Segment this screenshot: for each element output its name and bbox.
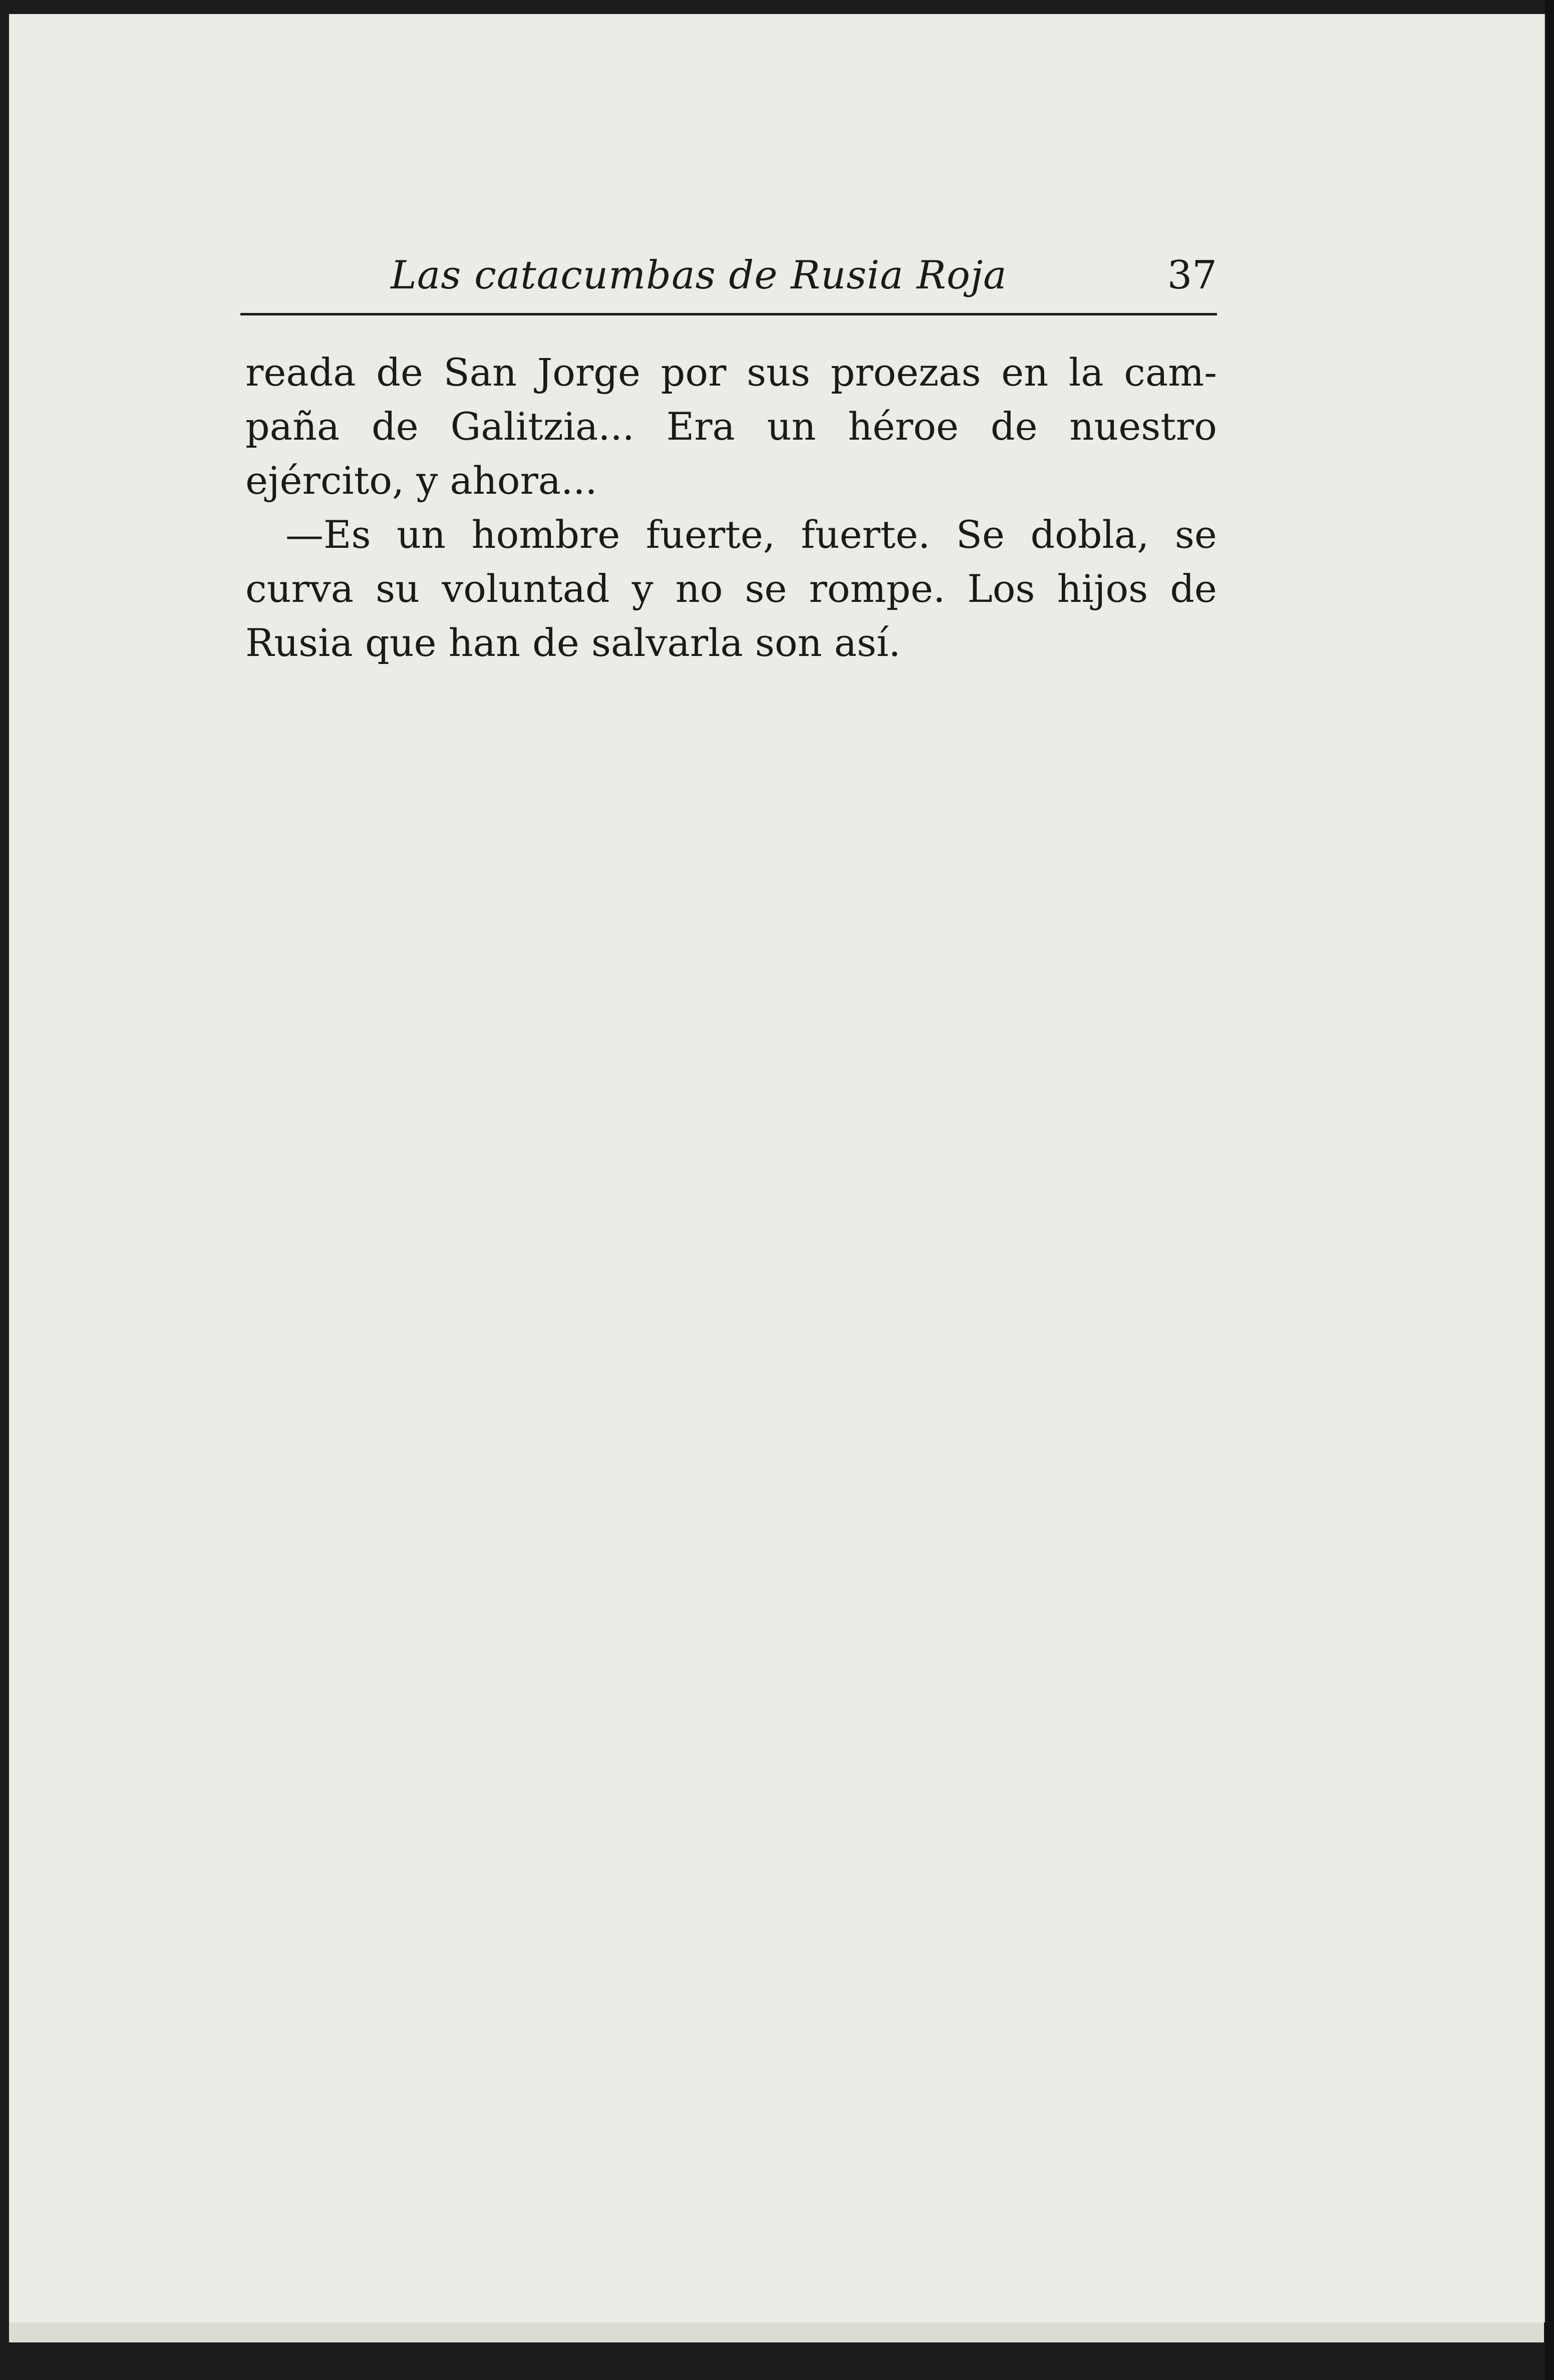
text-line: paña de Galitzia... Era un héroe de nuestro xyxy=(245,404,1217,449)
text-line: curva su voluntad y no se rompe. Los hijos de xyxy=(245,566,1217,611)
text-line: Rusia que han de salvarla son así. xyxy=(245,620,901,665)
running-title: Las catacumbas de Rusia Roja xyxy=(391,253,1007,298)
page-number: 37 xyxy=(1167,253,1217,298)
page-header xyxy=(240,253,1217,315)
page-edge xyxy=(1545,0,1554,2380)
text-line: ejército, y ahora... xyxy=(245,458,597,503)
body-text xyxy=(245,346,1217,670)
text-line: reada de San Jorge por sus proezas en la cam- xyxy=(245,350,1217,395)
text-line: —Es un hombre fuerte, fuerte. Se dobla, se xyxy=(285,512,1217,557)
